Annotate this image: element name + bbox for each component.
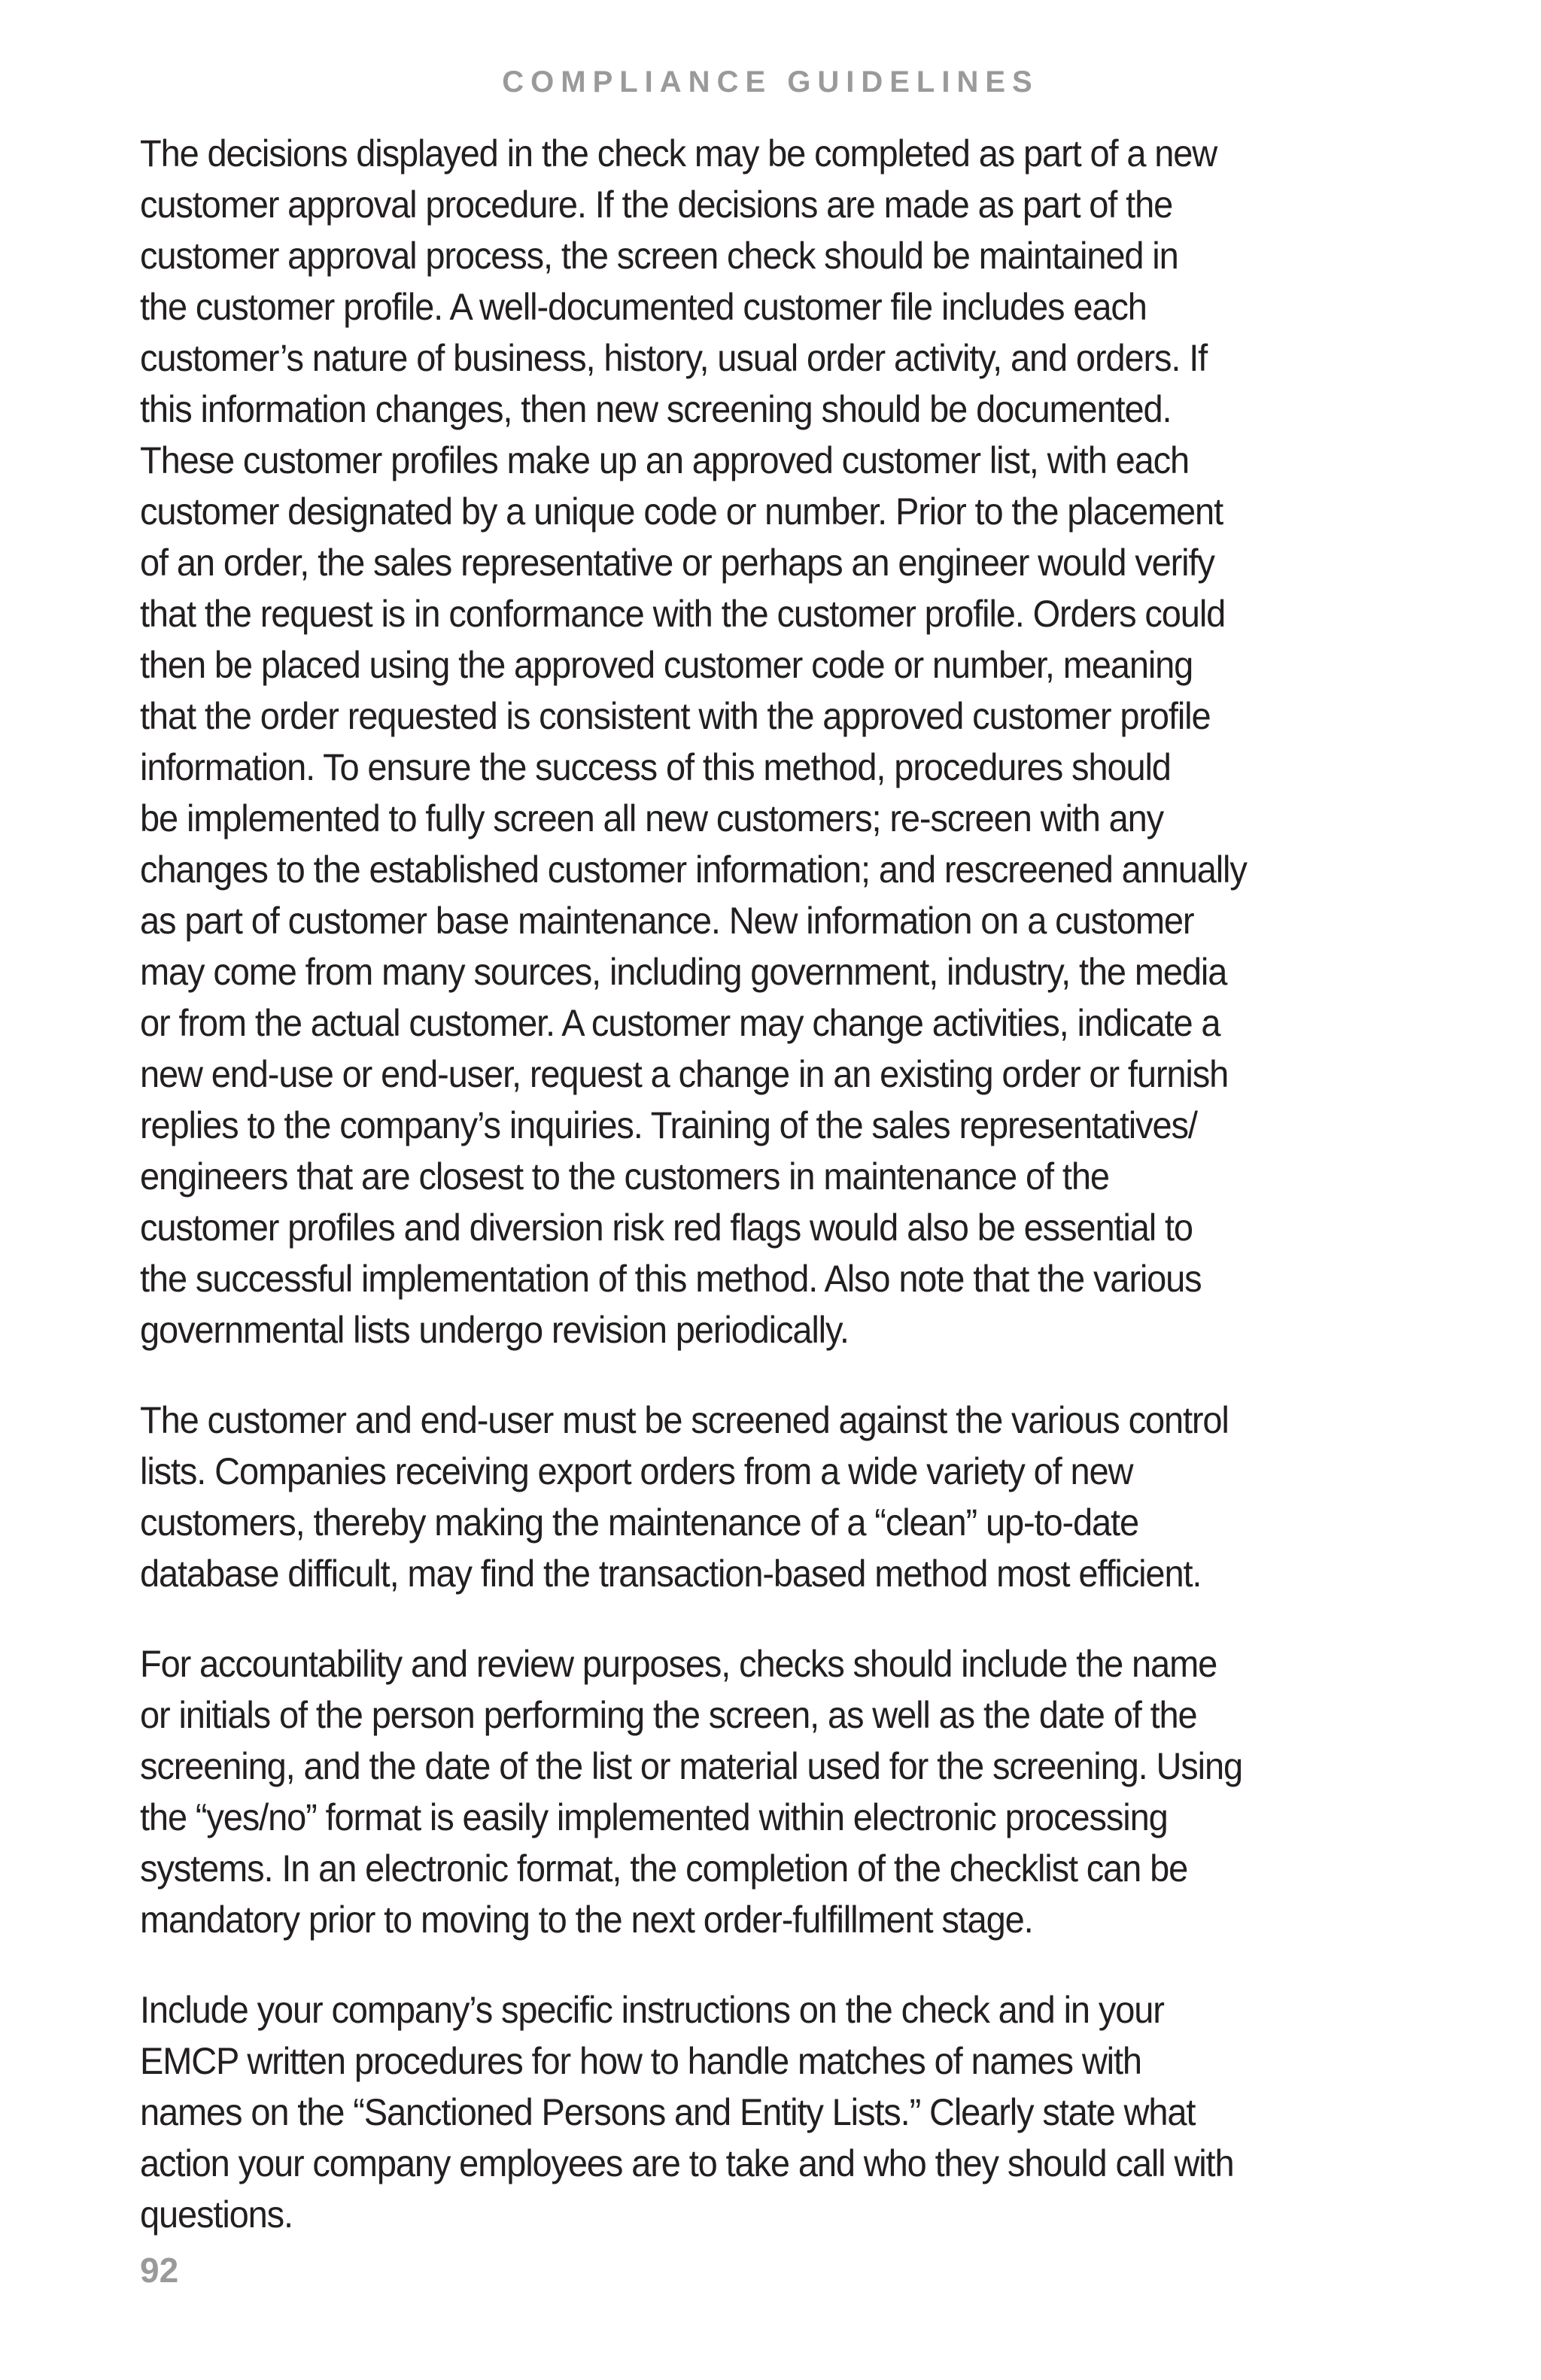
text-line: The customer and end-user must be screened against the various control xyxy=(140,1399,1229,1441)
text-line: new end-use or end-user, request a change in an existing order or furnish xyxy=(140,1053,1229,1095)
paragraph xyxy=(140,128,1406,1355)
text-line: The decisions displayed in the check may be completed as part of a new xyxy=(140,132,1217,175)
text-line: action your company employees are to take and who they should call with xyxy=(140,2142,1234,2184)
text-line: systems. In an electronic format, the completion of the checklist can be xyxy=(140,1847,1188,1890)
text-line: For accountability and review purposes, checks should include the name xyxy=(140,1643,1217,1685)
text-line: then be placed using the approved customer code or number, meaning xyxy=(140,644,1193,686)
text-line: or initials of the person performing the screen, as well as the date of the xyxy=(140,1694,1197,1736)
text-line: names on the “Sanctioned Persons and Entity Lists.” Clearly state what xyxy=(140,2091,1196,2133)
paragraph xyxy=(140,1395,1406,1599)
text-line: customer approval process, the screen check should be maintained in xyxy=(140,235,1178,277)
text-line: that the request is in conformance with the customer profile. Orders could xyxy=(140,593,1226,635)
paragraph xyxy=(140,1984,1406,2240)
text-line: may come from many sources, including government, industry, the media xyxy=(140,951,1227,993)
text-line: this information changes, then new screening should be documented. xyxy=(140,388,1172,430)
text-line: as part of customer base maintenance. New information on a customer xyxy=(140,900,1194,942)
text-line: mandatory prior to moving to the next order-fulfillment stage. xyxy=(140,1899,1033,1941)
page-number: 92 xyxy=(140,2251,179,2290)
running-header: COMPLIANCE GUIDELINES xyxy=(502,65,1039,99)
text-line: EMCP written procedures for how to handle matches of names with xyxy=(140,2040,1141,2082)
text-line: the customer profile. A well-documented customer file includes each xyxy=(140,286,1147,328)
paragraph xyxy=(140,1638,1406,1945)
text-line: information. To ensure the success of this method, procedures should xyxy=(140,746,1171,788)
text-line: of an order, the sales representative or perhaps an engineer would verify xyxy=(140,542,1214,584)
text-line: governmental lists undergo revision periodically. xyxy=(140,1309,849,1351)
text-line: or from the actual customer. A customer may change activities, indicate a xyxy=(140,1002,1220,1044)
text-line: replies to the company’s inquiries. Training of the sales representatives/ xyxy=(140,1104,1197,1146)
text-line: questions. xyxy=(140,2193,293,2236)
text-line: Include your company’s specific instructions on the check and in your xyxy=(140,1989,1164,2031)
text-line: changes to the established customer information; and rescreened annually xyxy=(140,848,1247,891)
text-line: customer’s nature of business, history, usual order activity, and orders. If xyxy=(140,337,1208,379)
body-text xyxy=(140,128,1404,2279)
text-line: engineers that are closest to the customers in maintenance of the xyxy=(140,1155,1109,1198)
text-line: screening, and the date of the list or material used for the screening. Using xyxy=(140,1745,1243,1787)
text-line: be implemented to fully screen all new customers; re-screen with any xyxy=(140,797,1164,839)
text-line: customer profiles and diversion risk red flags would also be essential to xyxy=(140,1207,1193,1249)
text-line: customers, thereby making the maintenance of a “clean” up-to-date xyxy=(140,1501,1138,1544)
text-line: that the order requested is consistent with the approved customer profile xyxy=(140,695,1211,737)
text-line: database difficult, may find the transaction-based method most efficient. xyxy=(140,1553,1202,1595)
text-line: the successful implementation of this method. Also note that the various xyxy=(140,1258,1202,1300)
text-line: customer designated by a unique code or number. Prior to the placement xyxy=(140,490,1223,533)
text-line: customer approval procedure. If the decisions are made as part of the xyxy=(140,184,1173,226)
text-line: lists. Companies receiving export orders from a wide variety of new xyxy=(140,1450,1133,1492)
text-line: These customer profiles make up an approved customer list, with each xyxy=(140,439,1190,481)
text-line: the “yes/no” format is easily implemented within electronic processing xyxy=(140,1796,1168,1838)
